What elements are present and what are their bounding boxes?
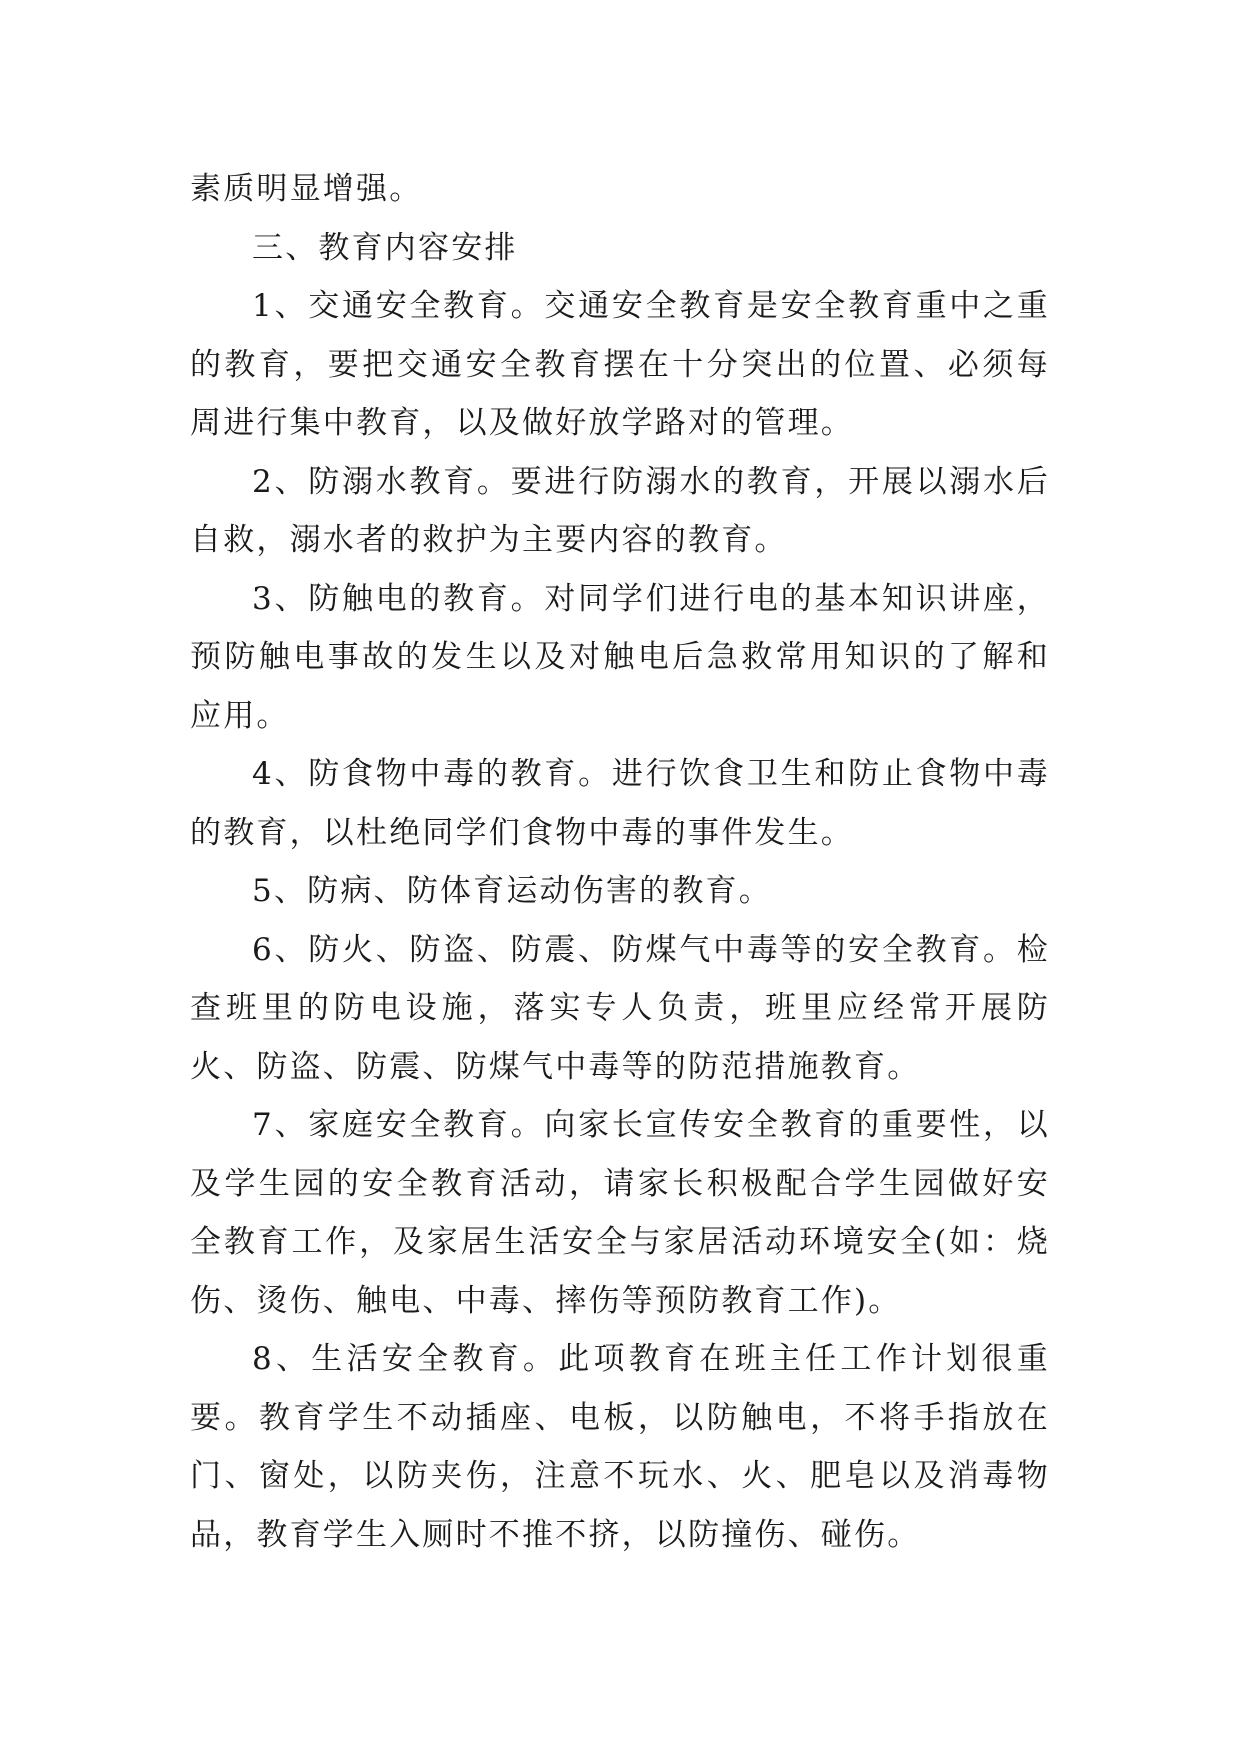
paragraph-family-safety: 7、家庭安全教育。向家长宣传安全教育的重要性，以及学生园的安全教育活动，请家长积极配合学生园做好安全教育工作，及家居生活安全与家居活动环境安全(如：烧伤、烫伤、触电、中毒、摔伤等预防教育工作)。 xyxy=(190,1107,1050,1319)
paragraph-life-safety: 8、生活安全教育。此项教育在班主任工作计划很重要。教育学生不动插座、电板，以防触电，不将手指放在门、窗处，以防夹伤，注意不玩水、火、肥皂以及消毒物品，教育学生入厕时不推不挤，以防撞伤、碰伤。 xyxy=(190,1341,1050,1553)
paragraph-traffic-safety: 1、交通安全教育。交通安全教育是安全教育重中之重的教育，要把交通安全教育摆在十分突出的位置、必须每周进行集中教育，以及做好放学路对的管理。 xyxy=(190,288,1050,441)
paragraph-fire-theft-earthquake-gas: 6、防火、防盗、防震、防煤气中毒等的安全教育。检查班里的防电设施，落实专人负责，班里应经常开展防火、防盗、防震、防煤气中毒等的防范措施教育。 xyxy=(190,931,1050,1085)
paragraph-continuation: 素质明显增强。 xyxy=(190,171,423,207)
document-body xyxy=(190,160,1050,1564)
section-heading-education-content: 三、教育内容安排 xyxy=(252,229,518,266)
paragraph-electric-shock-prevention: 3、防触电的教育。对同学们进行电的基本知识讲座，预防触电事故的发生以及对触电后急救常用知识的了解和应用。 xyxy=(190,580,1050,734)
paragraph-disease-sports-injury: 5、防病、防体育运动伤害的教育。 xyxy=(252,873,772,909)
paragraph-drowning-prevention: 2、防溺水教育。要进行防溺水的教育，开展以溺水后自救，溺水者的救护为主要内容的教育。 xyxy=(190,463,1050,558)
paragraph-food-poisoning-prevention: 4、防食物中毒的教育。进行饮食卫生和防止食物中毒的教育，以杜绝同学们食物中毒的事件发生。 xyxy=(190,756,1050,851)
